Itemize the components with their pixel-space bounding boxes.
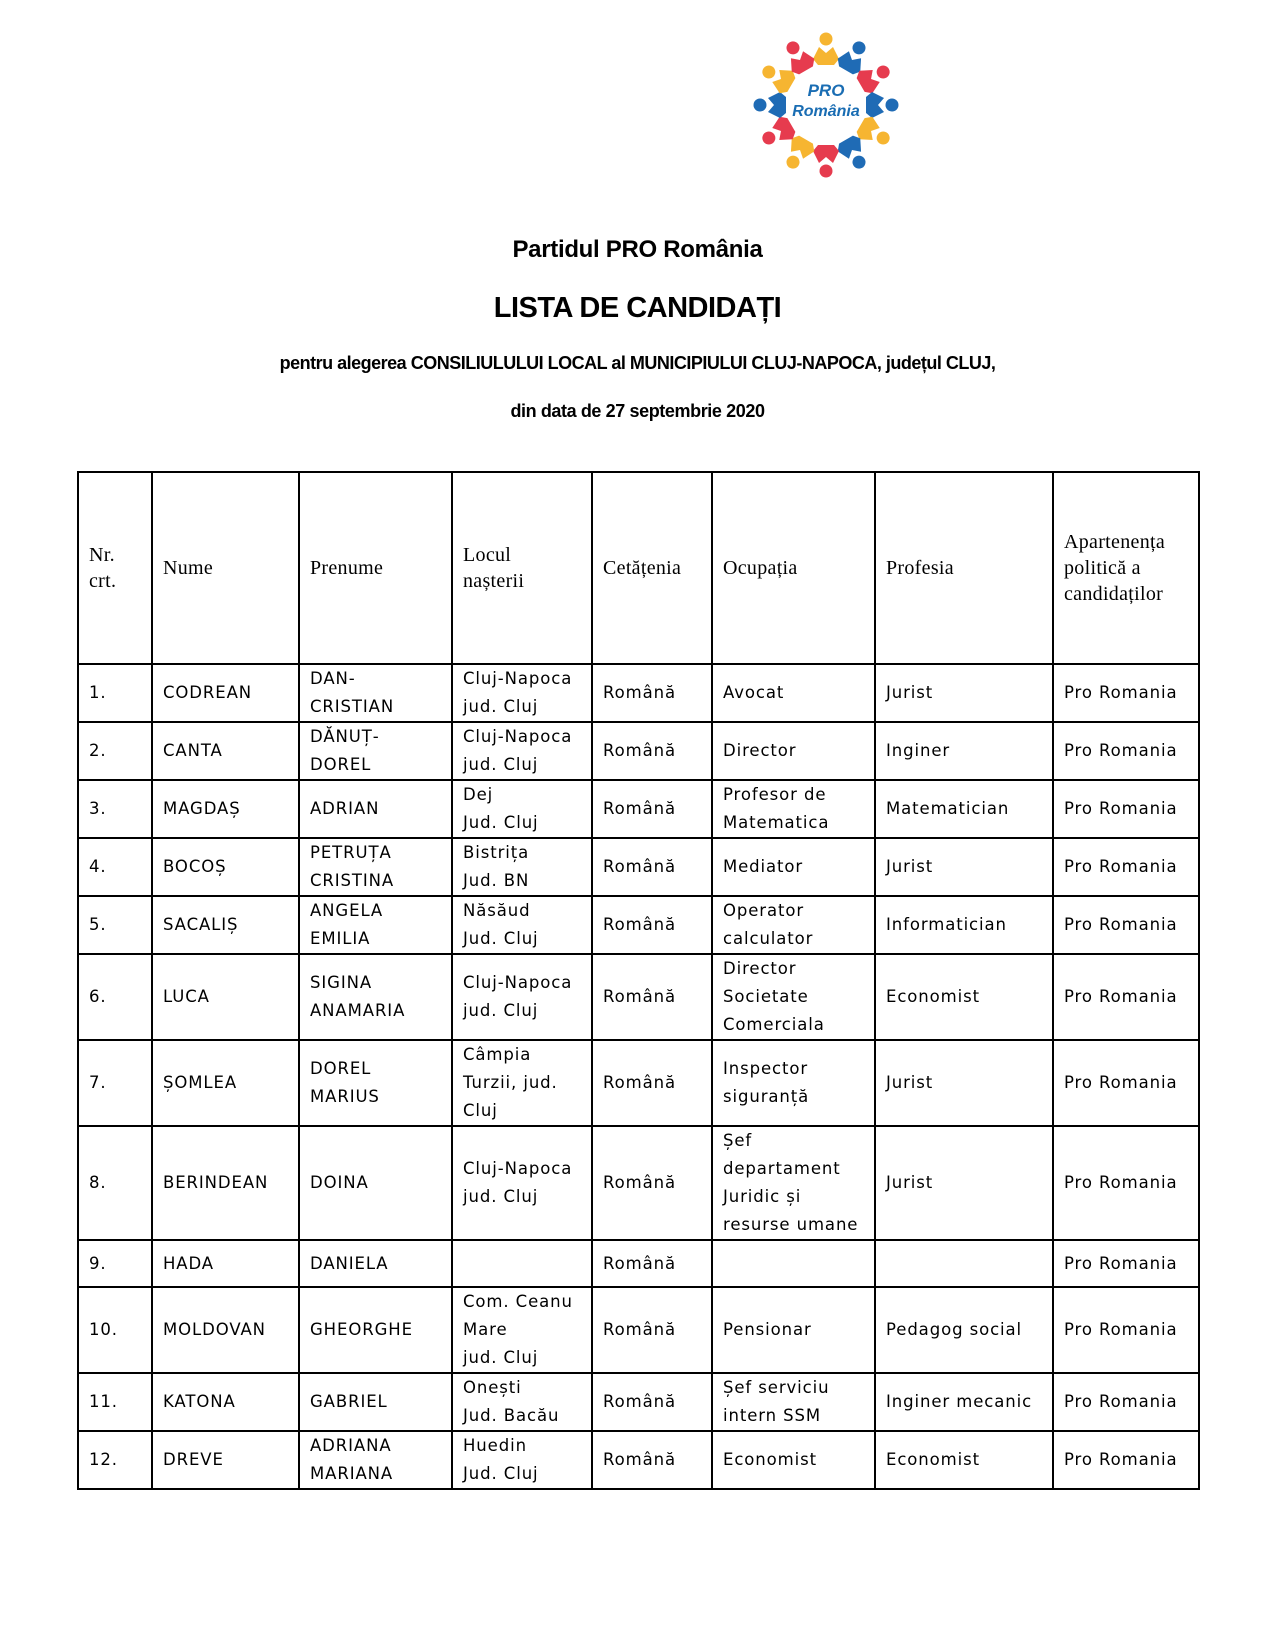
page-title: LISTA DE CANDIDAȚI (493, 292, 782, 324)
cell-nume (152, 1126, 299, 1240)
cell-nr (78, 1431, 152, 1489)
cell-line: CRISTIAN (310, 697, 395, 716)
cell-text: Română (603, 799, 676, 818)
cell-apartenenta (1053, 954, 1199, 1040)
cell-line: EMILIA (310, 929, 371, 948)
cell-nr (78, 838, 152, 896)
cell-text: Inginer (886, 741, 951, 760)
cell-ocupatia (712, 1287, 875, 1373)
cell-line: ADRIAN (310, 799, 380, 818)
cell-text: Inginer mecanic (886, 1392, 1033, 1411)
cell-nr (78, 1287, 152, 1373)
cell-text: Pro Romania (1064, 741, 1178, 760)
cell-text: Română (603, 915, 676, 934)
cell-prenume (299, 954, 452, 1040)
people-circle-icon (753, 30, 899, 180)
cell-profesia (875, 1040, 1053, 1126)
cell-locul-nasterii (452, 1240, 592, 1287)
cell-apartenenta (1053, 1040, 1199, 1126)
table-row (78, 1373, 1199, 1431)
column-header-label: politică a (1064, 557, 1141, 579)
cell-text: SACALIȘ (163, 915, 239, 934)
cell-line: GABRIEL (310, 1392, 388, 1411)
cell-line: CRISTINA (310, 871, 395, 890)
cell-line: Năsăud (463, 901, 531, 920)
cell-ocupatia (712, 838, 875, 896)
cell-apartenenta (1053, 722, 1199, 780)
cell-text: 8. (89, 1173, 107, 1192)
cell-cetatenia (592, 664, 712, 722)
cell-line: Cluj-Napoca (463, 669, 573, 688)
cell-line: Com. Ceanu (463, 1292, 573, 1311)
cell-line: Profesor de (723, 785, 827, 804)
cell-prenume (299, 1040, 452, 1126)
cell-nr (78, 896, 152, 954)
cell-line: GHEORGHE (310, 1320, 413, 1339)
cell-line: DAN- (310, 669, 356, 688)
cell-line: Mare (463, 1320, 508, 1339)
table-row (78, 1287, 1199, 1373)
cell-line: DANIELA (310, 1253, 389, 1273)
column-header-label: Ocupația (723, 557, 798, 579)
cell-text: 7. (89, 1073, 107, 1092)
cell-line: Bistrița (463, 843, 530, 862)
column-header-label: Profesia (886, 557, 954, 579)
cell-text: Română (603, 683, 676, 702)
cell-line: Cluj-Napoca (463, 1159, 573, 1178)
cell-text: 9. (89, 1253, 107, 1273)
election-subtitle: pentru alegerea CONSILIULULUI LOCAL al MUNICIPIULUI CLUJ-NAPOCA, județul CLUJ, (279, 353, 996, 373)
candidates-table (77, 471, 1200, 1490)
cell-profesia (875, 896, 1053, 954)
cell-cetatenia (592, 1240, 712, 1287)
cell-text: KATONA (163, 1392, 236, 1411)
cell-line: jud. Cluj (463, 1348, 539, 1367)
cell-locul-nasterii (452, 1040, 592, 1126)
cell-profesia (875, 1240, 1053, 1287)
table-row (78, 1240, 1199, 1287)
cell-text: Română (603, 1073, 676, 1092)
column-header-profesia (875, 472, 1053, 664)
cell-text: Română (603, 1392, 676, 1411)
cell-line: Cluj (463, 1101, 498, 1120)
cell-line: Societate (723, 987, 809, 1006)
cell-nr (78, 722, 152, 780)
cell-ocupatia (712, 1040, 875, 1126)
table-row (78, 1431, 1199, 1489)
cell-ocupatia (712, 722, 875, 780)
cell-text: 12. (89, 1450, 118, 1469)
cell-cetatenia (592, 1373, 712, 1431)
cell-line: Director (723, 959, 797, 978)
cell-text: Pedagog social (886, 1320, 1023, 1339)
cell-prenume (299, 1240, 452, 1287)
cell-line: jud. Cluj (463, 755, 539, 774)
cell-line: Șef serviciu (723, 1378, 830, 1397)
cell-nume (152, 1040, 299, 1126)
cell-line: Jud. Bacău (463, 1406, 560, 1425)
cell-nr (78, 1040, 152, 1126)
cell-prenume (299, 1373, 452, 1431)
column-header-label: nașterii (463, 570, 525, 592)
cell-cetatenia (592, 722, 712, 780)
cell-line: Cluj-Napoca (463, 727, 573, 746)
cell-line: Director (723, 741, 797, 760)
table-row (78, 664, 1199, 722)
cell-text: DREVE (163, 1450, 224, 1469)
cell-line: Mediator (723, 857, 804, 876)
cell-line: jud. Cluj (463, 1001, 539, 1020)
cell-text: Română (603, 1253, 676, 1273)
cell-prenume (299, 780, 452, 838)
cell-line: ANGELA (310, 901, 384, 920)
cell-prenume (299, 896, 452, 954)
cell-line: ADRIANA (310, 1436, 392, 1455)
cell-text: Matematician (886, 799, 1010, 818)
cell-text: Pro Romania (1064, 799, 1178, 818)
cell-line: Dej (463, 785, 494, 804)
cell-ocupatia (712, 1431, 875, 1489)
cell-line: Inspector (723, 1059, 809, 1078)
cell-text: Jurist (886, 1173, 934, 1192)
cell-line: Turzii, jud. (463, 1073, 558, 1092)
cell-nume (152, 664, 299, 722)
cell-text: Pro Romania (1064, 915, 1178, 934)
cell-prenume (299, 838, 452, 896)
cell-prenume (299, 1431, 452, 1489)
cell-locul-nasterii (452, 1126, 592, 1240)
cell-nr (78, 664, 152, 722)
cell-text: 4. (89, 857, 107, 876)
cell-nr (78, 1126, 152, 1240)
cell-line: Jud. Cluj (463, 929, 539, 948)
column-header-label: crt. (89, 570, 117, 592)
cell-text: Informatician (886, 915, 1007, 934)
table-row (78, 1126, 1199, 1240)
cell-line: SIGINA (310, 973, 373, 992)
cell-text: Română (603, 857, 676, 876)
cell-locul-nasterii (452, 954, 592, 1040)
cell-profesia (875, 838, 1053, 896)
cell-nr (78, 780, 152, 838)
cell-text: BERINDEAN (163, 1173, 269, 1192)
column-header-ocupatia (712, 472, 875, 664)
cell-ocupatia (712, 896, 875, 954)
cell-prenume (299, 1126, 452, 1240)
cell-text: CANTA (163, 741, 223, 760)
cell-text: BOCOȘ (163, 857, 227, 876)
cell-text: 2. (89, 741, 107, 760)
table-row (78, 838, 1199, 896)
logo-text-romania: România (792, 103, 860, 120)
cell-line: Comerciala (723, 1015, 825, 1034)
cell-cetatenia (592, 780, 712, 838)
cell-line: Pensionar (723, 1320, 812, 1339)
cell-cetatenia (592, 838, 712, 896)
cell-prenume (299, 1287, 452, 1373)
cell-line: Huedin (463, 1436, 527, 1455)
cell-apartenenta (1053, 838, 1199, 896)
cell-text: Pro Romania (1064, 683, 1178, 702)
cell-line: Operator (723, 901, 805, 920)
cell-apartenenta (1053, 896, 1199, 954)
cell-prenume (299, 664, 452, 722)
column-header-cetatenia (592, 472, 712, 664)
cell-ocupatia (712, 954, 875, 1040)
cell-apartenenta (1053, 1126, 1199, 1240)
cell-line: siguranță (723, 1087, 810, 1106)
election-date: din data de 27 septembrie 2020 (510, 401, 765, 421)
cell-line: calculator (723, 929, 814, 948)
cell-line: Avocat (723, 683, 785, 702)
cell-text: Română (603, 987, 676, 1006)
cell-locul-nasterii (452, 896, 592, 954)
cell-nume (152, 954, 299, 1040)
cell-locul-nasterii (452, 1431, 592, 1489)
column-header-apartenenta (1053, 472, 1199, 664)
cell-line: Jud. BN (463, 871, 530, 890)
cell-text: Pro Romania (1064, 987, 1178, 1006)
cell-cetatenia (592, 1040, 712, 1126)
cell-prenume (299, 722, 452, 780)
column-header-label: candidaților (1064, 583, 1164, 605)
cell-line: DOINA (310, 1173, 369, 1192)
column-header-locul-nasterii (452, 472, 592, 664)
cell-text: MAGDAȘ (163, 799, 241, 818)
cell-locul-nasterii (452, 838, 592, 896)
cell-locul-nasterii (452, 664, 592, 722)
cell-nume (152, 722, 299, 780)
cell-profesia (875, 722, 1053, 780)
cell-profesia (875, 1287, 1053, 1373)
cell-line: ANAMARIA (310, 1001, 406, 1020)
cell-apartenenta (1053, 1431, 1199, 1489)
cell-apartenenta (1053, 780, 1199, 838)
cell-line: Juridic și (723, 1187, 802, 1206)
pro-romania-logo (753, 30, 899, 180)
cell-nume (152, 1431, 299, 1489)
column-header-prenume (299, 472, 452, 664)
table-row (78, 1040, 1199, 1126)
cell-cetatenia (592, 1126, 712, 1240)
column-header-label: Locul (463, 544, 512, 566)
cell-line: DOREL (310, 755, 372, 774)
cell-line: MARIANA (310, 1464, 394, 1483)
cell-text: 5. (89, 915, 107, 934)
column-header-label: Apartenența (1064, 531, 1166, 553)
cell-ocupatia (712, 1373, 875, 1431)
cell-profesia (875, 1431, 1053, 1489)
cell-profesia (875, 954, 1053, 1040)
cell-text: ȘOMLEA (163, 1073, 238, 1092)
column-header-label: Nume (163, 557, 214, 579)
cell-text: Jurist (886, 683, 934, 702)
cell-text: 1. (89, 683, 107, 702)
cell-cetatenia (592, 954, 712, 1040)
cell-text: Jurist (886, 1073, 934, 1092)
table-row (78, 722, 1199, 780)
cell-nume (152, 1287, 299, 1373)
cell-ocupatia (712, 780, 875, 838)
cell-line: intern SSM (723, 1406, 822, 1425)
column-header-label: Cetățenia (603, 557, 682, 579)
table-row (78, 896, 1199, 954)
cell-cetatenia (592, 1431, 712, 1489)
cell-text: Economist (886, 987, 980, 1006)
cell-nr (78, 1373, 152, 1431)
column-header-label: Prenume (310, 557, 384, 579)
cell-nume (152, 896, 299, 954)
cell-text: MOLDOVAN (163, 1320, 266, 1339)
cell-line: Economist (723, 1450, 817, 1469)
cell-line: jud. Cluj (463, 1187, 539, 1206)
cell-nr (78, 1240, 152, 1287)
cell-profesia (875, 664, 1053, 722)
table-row (78, 954, 1199, 1040)
cell-text: Pro Romania (1064, 1073, 1178, 1092)
column-header-nr (78, 472, 152, 664)
table-row (78, 780, 1199, 838)
cell-line: Câmpia (463, 1045, 532, 1064)
cell-text: Pro Romania (1064, 1253, 1178, 1273)
cell-cetatenia (592, 1287, 712, 1373)
cell-text: HADA (163, 1253, 214, 1273)
cell-text: Română (603, 1320, 676, 1339)
cell-locul-nasterii (452, 1373, 592, 1431)
cell-text: Pro Romania (1064, 857, 1178, 876)
cell-ocupatia (712, 1240, 875, 1287)
cell-nr (78, 954, 152, 1040)
cell-text: Română (603, 741, 676, 760)
cell-line: MARIUS (310, 1087, 380, 1106)
cell-text: CODREAN (163, 683, 253, 702)
cell-nume (152, 1240, 299, 1287)
cell-text: Pro Romania (1064, 1320, 1178, 1339)
cell-line: Jud. Cluj (463, 813, 539, 832)
cell-text: Economist (886, 1450, 980, 1469)
cell-text: LUCA (163, 987, 210, 1006)
cell-nume (152, 1373, 299, 1431)
cell-text: Pro Romania (1064, 1392, 1178, 1411)
cell-line: resurse umane (723, 1215, 859, 1234)
cell-line: Jud. Cluj (463, 1464, 539, 1483)
cell-locul-nasterii (452, 780, 592, 838)
cell-cetatenia (592, 896, 712, 954)
party-name: Partidul PRO România (512, 236, 763, 263)
cell-text: 11. (89, 1392, 118, 1411)
table-header-row (78, 472, 1199, 664)
cell-apartenenta (1053, 1287, 1199, 1373)
cell-line: Onești (463, 1378, 522, 1397)
cell-line: DOREL (310, 1059, 372, 1078)
cell-locul-nasterii (452, 722, 592, 780)
cell-line: Șef (723, 1131, 753, 1150)
cell-text: 10. (89, 1320, 118, 1339)
cell-line: PETRUȚA (310, 843, 392, 862)
cell-profesia (875, 780, 1053, 838)
cell-apartenenta (1053, 664, 1199, 722)
cell-apartenenta (1053, 1240, 1199, 1287)
cell-profesia (875, 1373, 1053, 1431)
cell-text: Pro Romania (1064, 1450, 1178, 1469)
cell-line: Matematica (723, 813, 830, 832)
cell-line: jud. Cluj (463, 697, 539, 716)
cell-text: 6. (89, 987, 107, 1006)
column-header-nume (152, 472, 299, 664)
cell-profesia (875, 1126, 1053, 1240)
cell-locul-nasterii (452, 1287, 592, 1373)
cell-ocupatia (712, 664, 875, 722)
column-header-label: Nr. (89, 544, 115, 566)
cell-text: 3. (89, 799, 107, 818)
cell-text: Jurist (886, 857, 934, 876)
cell-line: Cluj-Napoca (463, 973, 573, 992)
cell-text: Română (603, 1173, 676, 1192)
cell-text: Română (603, 1450, 676, 1469)
cell-text: Pro Romania (1064, 1173, 1178, 1192)
cell-line: departament (723, 1159, 841, 1178)
cell-line: DĂNUȚ- (310, 727, 380, 746)
cell-apartenenta (1053, 1373, 1199, 1431)
cell-ocupatia (712, 1126, 875, 1240)
cell-nume (152, 780, 299, 838)
cell-nume (152, 838, 299, 896)
logo-text-pro: PRO (807, 81, 845, 100)
